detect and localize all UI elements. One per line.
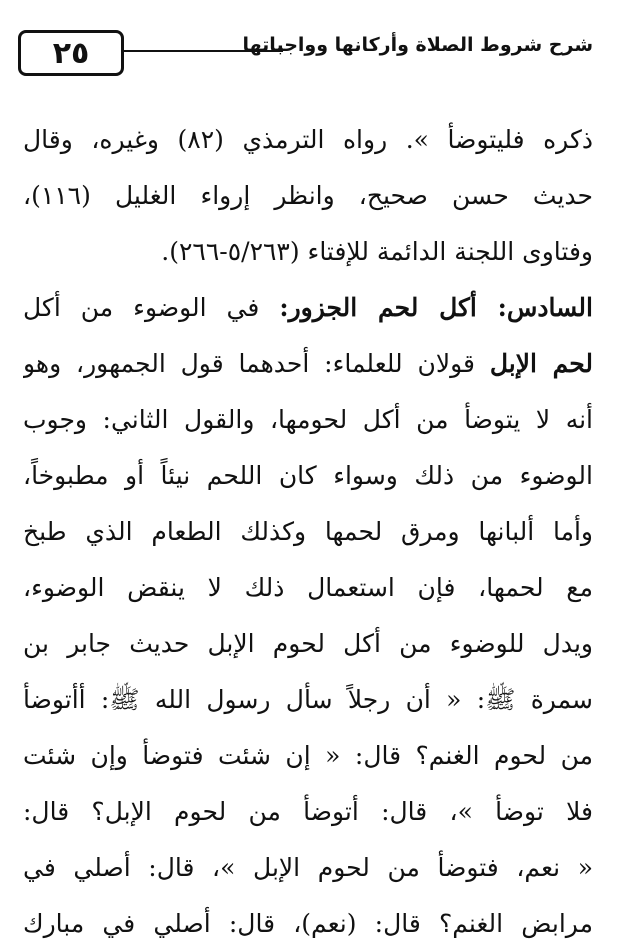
- body-text: [23, 112, 593, 952]
- text-line-5: [23, 336, 593, 392]
- text-line-15: مرابض الغنم؟ قال: (نعم)، قال: أصلي في مبارك: [23, 909, 593, 938]
- text-line-7: الوضوء من ذلك وسواء كان اللحم نيئاً أو مطبوخاً،: [23, 461, 593, 490]
- text-line-10: ويدل للوضوء من أكل لحوم الإبل حديث جابر بن: [23, 629, 593, 658]
- text-line-5-rest: قولان للعلماء: أحدهما قول الجمهور، وهو: [23, 349, 475, 378]
- text-line-9: مع لحمها، فإن استعمال ذلك لا ينقض الوضوء،: [23, 573, 593, 602]
- text-line-13: فلا توضأ »، قال: أتوضأ من لحوم الإبل؟ قال:: [23, 797, 593, 826]
- text-line-14: « نعم، فتوضأ من لحوم الإبل »، قال: أصلي في: [23, 853, 593, 882]
- text-line-4-rest: في الوضوء من أكل: [23, 293, 260, 322]
- section-term: لحم الإبل: [489, 349, 593, 378]
- text-line-6: أنه لا يتوضأ من أكل لحومها، والقول الثاني: وجوب: [23, 405, 593, 434]
- page-header: [18, 28, 593, 76]
- text-line-2: حديث حسن صحيح، وانظر إرواء الغليل (١١٦)،: [23, 181, 593, 210]
- page-number: ٢٥: [18, 30, 124, 76]
- text-line-3: وفتاوى اللجنة الدائمة للإفتاء (٥/٢٦٣-٢٦٦).: [161, 237, 593, 266]
- text-line-8: وأما ألبانها ومرق لحمها وكذلك الطعام الذي طبخ: [23, 517, 593, 546]
- text-line-4: [23, 280, 593, 336]
- text-line-12: من لحوم الغنم؟ قال: « إن شئت فتوضأ وإن شئت: [23, 741, 593, 770]
- text-line-1: ذكره فليتوضأ ». رواه الترمذي (٨٢) وغيره، وقال: [23, 125, 593, 154]
- section-heading: السادس: أكل لحم الجزور:: [279, 293, 593, 322]
- text-line-11: سمرة ﷺ: « أن رجلاً سأل رسول الله ﷺ: أأتوضأ: [23, 685, 593, 714]
- running-title: شرح شروط الصلاة وأركانها وواجباتها: [242, 34, 593, 56]
